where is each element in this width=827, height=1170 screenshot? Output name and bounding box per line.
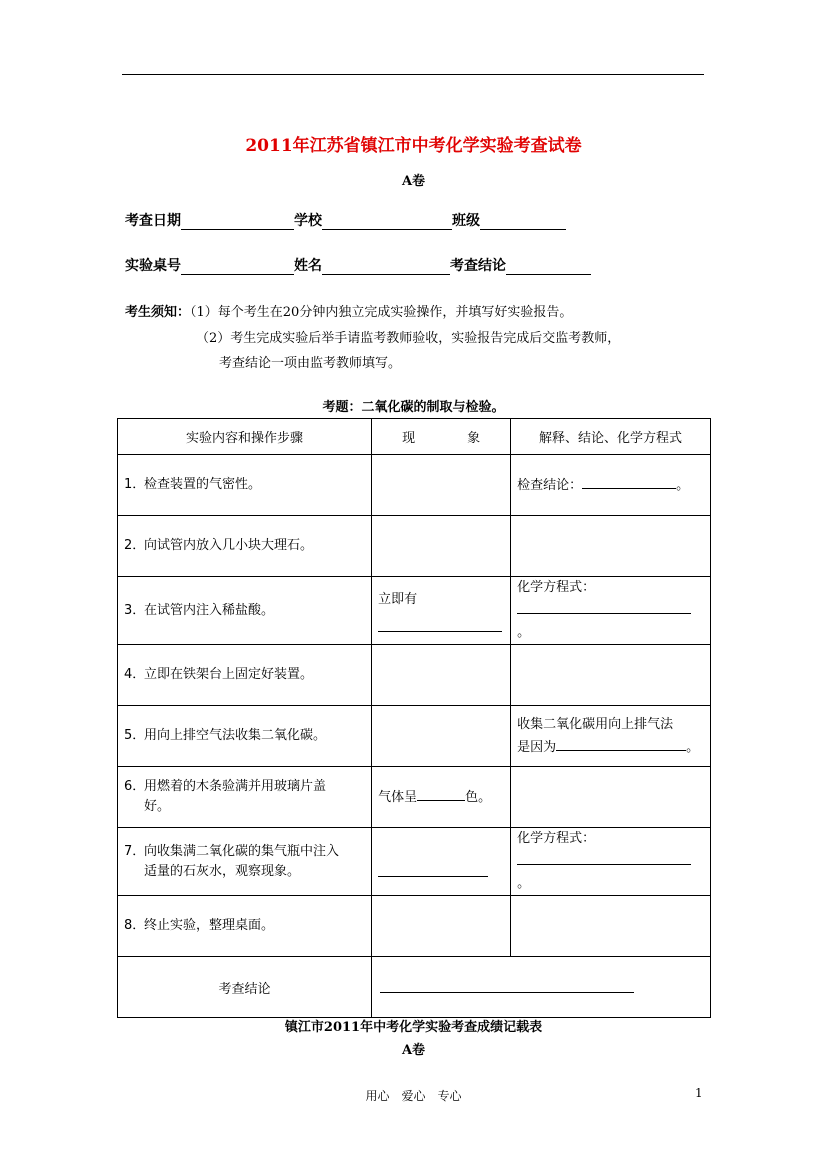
reason-blank[interactable] [556, 736, 686, 751]
step-number: 5． [124, 728, 146, 743]
explanation-cell[interactable] [511, 706, 711, 767]
observation-label: 气体呈 [378, 789, 418, 805]
step-text: 用燃着的木条验满并用玻璃片盖 [144, 779, 327, 794]
step-text: 向试管内放入几小块大理石。 [144, 538, 314, 553]
step-number: 7． [124, 843, 146, 859]
observation-cell[interactable] [372, 828, 511, 896]
observation-cell[interactable] [372, 455, 511, 516]
step-number: 2． [124, 538, 146, 553]
result-blank[interactable] [506, 258, 591, 275]
experiment-table [117, 418, 711, 1018]
school-label: 学校 [294, 213, 322, 229]
observation-suffix: 色。 [465, 789, 492, 805]
notice-line-2: （2）考生完成实验后举手请监考教师验收，实验报告完成后交监考教师， [196, 331, 621, 346]
explanation-cell[interactable] [511, 455, 711, 516]
step-text: 终止实验，整理桌面。 [144, 918, 275, 933]
table-row [118, 767, 711, 828]
period: 。 [517, 876, 531, 891]
step-text-cont: 适量的石灰水，观察现象。 [144, 863, 301, 879]
explanation-label-2: 是因为 [517, 739, 557, 755]
step-cell [118, 645, 372, 706]
step-number: 3． [124, 602, 146, 618]
class-blank[interactable] [480, 213, 566, 230]
header-observation: 现 象 [372, 419, 511, 455]
notice-label: 考生须知： [125, 305, 191, 320]
observation-cell[interactable] [372, 896, 511, 957]
step-text: 用向上排空气法收集二氧化碳。 [144, 728, 327, 743]
exam-topic: 考题：二氧化碳的制取与检验。 [322, 400, 505, 415]
desk-label: 实验桌号 [125, 258, 181, 274]
step-text: 立即在铁架台上固定好装置。 [144, 667, 314, 682]
explanation-label: 检查结论： [517, 477, 583, 493]
observation-cell[interactable] [372, 645, 511, 706]
step-cell [118, 896, 372, 957]
conclusion-row [118, 957, 711, 1018]
step-text: 在试管内注入稀盐酸。 [144, 602, 275, 618]
notice-line-1 [125, 301, 572, 320]
school-blank[interactable] [322, 213, 452, 230]
header-rule [122, 74, 704, 75]
page-number: 1 [695, 1086, 703, 1100]
name-label: 姓名 [294, 258, 322, 274]
explanation-cell[interactable] [511, 828, 711, 896]
step-cell [118, 706, 372, 767]
observation-label: 立即有 [378, 592, 418, 607]
period: 。 [686, 739, 700, 755]
header-explanation: 解释、结论、化学方程式 [511, 419, 711, 455]
period: 。 [517, 625, 531, 640]
table-row [118, 577, 711, 645]
observation-cell[interactable] [372, 767, 511, 828]
explanation-label: 化学方程式： [517, 831, 596, 846]
record-title: 镇江市2011年中考化学实验考查成绩记载表 [284, 1020, 543, 1035]
color-blank[interactable] [417, 786, 465, 801]
conclusion-label: 考查结论 [118, 957, 372, 1018]
table-row [118, 516, 711, 577]
step-cell [118, 577, 372, 645]
equation-blank[interactable] [517, 850, 691, 865]
info-row-1 [125, 210, 566, 230]
observation-cell[interactable] [372, 516, 511, 577]
period: 。 [676, 477, 690, 493]
info-row-2 [125, 255, 591, 275]
class-label: 班级 [452, 213, 480, 229]
explanation-cell[interactable] [511, 767, 711, 828]
explanation-cell[interactable] [511, 577, 711, 645]
table-row [118, 896, 711, 957]
record-version: A卷 [401, 1043, 426, 1058]
answer-blank[interactable] [378, 860, 488, 877]
page-title: 2011年江苏省镇江市中考化学实验考查试卷 [245, 136, 582, 156]
step-number: 8． [124, 918, 146, 933]
step-cell [118, 767, 372, 828]
table-row [118, 828, 711, 896]
step-number: 1． [124, 477, 146, 492]
equation-blank[interactable] [517, 599, 691, 614]
name-blank[interactable] [322, 258, 450, 275]
conclusion-cell[interactable] [372, 957, 711, 1018]
footer-motto: 用心 爱心 专心 [365, 1089, 462, 1103]
step-number: 4． [124, 667, 146, 682]
notice-text-1: （1）每个考生在20分钟内独立完成实验操作，并填写好实验报告。 [190, 305, 573, 320]
desk-blank[interactable] [181, 258, 294, 275]
date-label: 考查日期 [125, 213, 181, 229]
step-cell [118, 516, 372, 577]
observation-cell[interactable] [372, 577, 511, 645]
explanation-cell[interactable] [511, 516, 711, 577]
conclusion-blank[interactable] [380, 978, 634, 993]
observation-cell[interactable] [372, 706, 511, 767]
explanation-cell[interactable] [511, 896, 711, 957]
step-text-cont: 好。 [144, 799, 171, 814]
result-label: 考查结论 [450, 258, 506, 274]
explanation-cell[interactable] [511, 645, 711, 706]
header-steps: 实验内容和操作步骤 [118, 419, 372, 455]
table-row [118, 645, 711, 706]
step-text: 检查装置的气密性。 [144, 477, 262, 492]
step-text: 向收集满二氧化碳的集气瓶中注入 [144, 843, 340, 859]
table-row [118, 455, 711, 516]
explanation-label: 收集二氧化碳用向上排气法 [517, 716, 674, 732]
answer-blank[interactable] [582, 474, 676, 489]
explanation-label: 化学方程式： [517, 580, 596, 595]
step-number: 6． [124, 779, 146, 794]
paper-version: A卷 [401, 174, 426, 189]
answer-blank[interactable] [378, 615, 502, 632]
notice-line-3: 考查结论一项由监考教师填写。 [219, 356, 402, 371]
step-cell [118, 455, 372, 516]
step-cell [118, 828, 372, 896]
date-blank[interactable] [181, 213, 294, 230]
table-header-row [118, 419, 711, 455]
table-row [118, 706, 711, 767]
